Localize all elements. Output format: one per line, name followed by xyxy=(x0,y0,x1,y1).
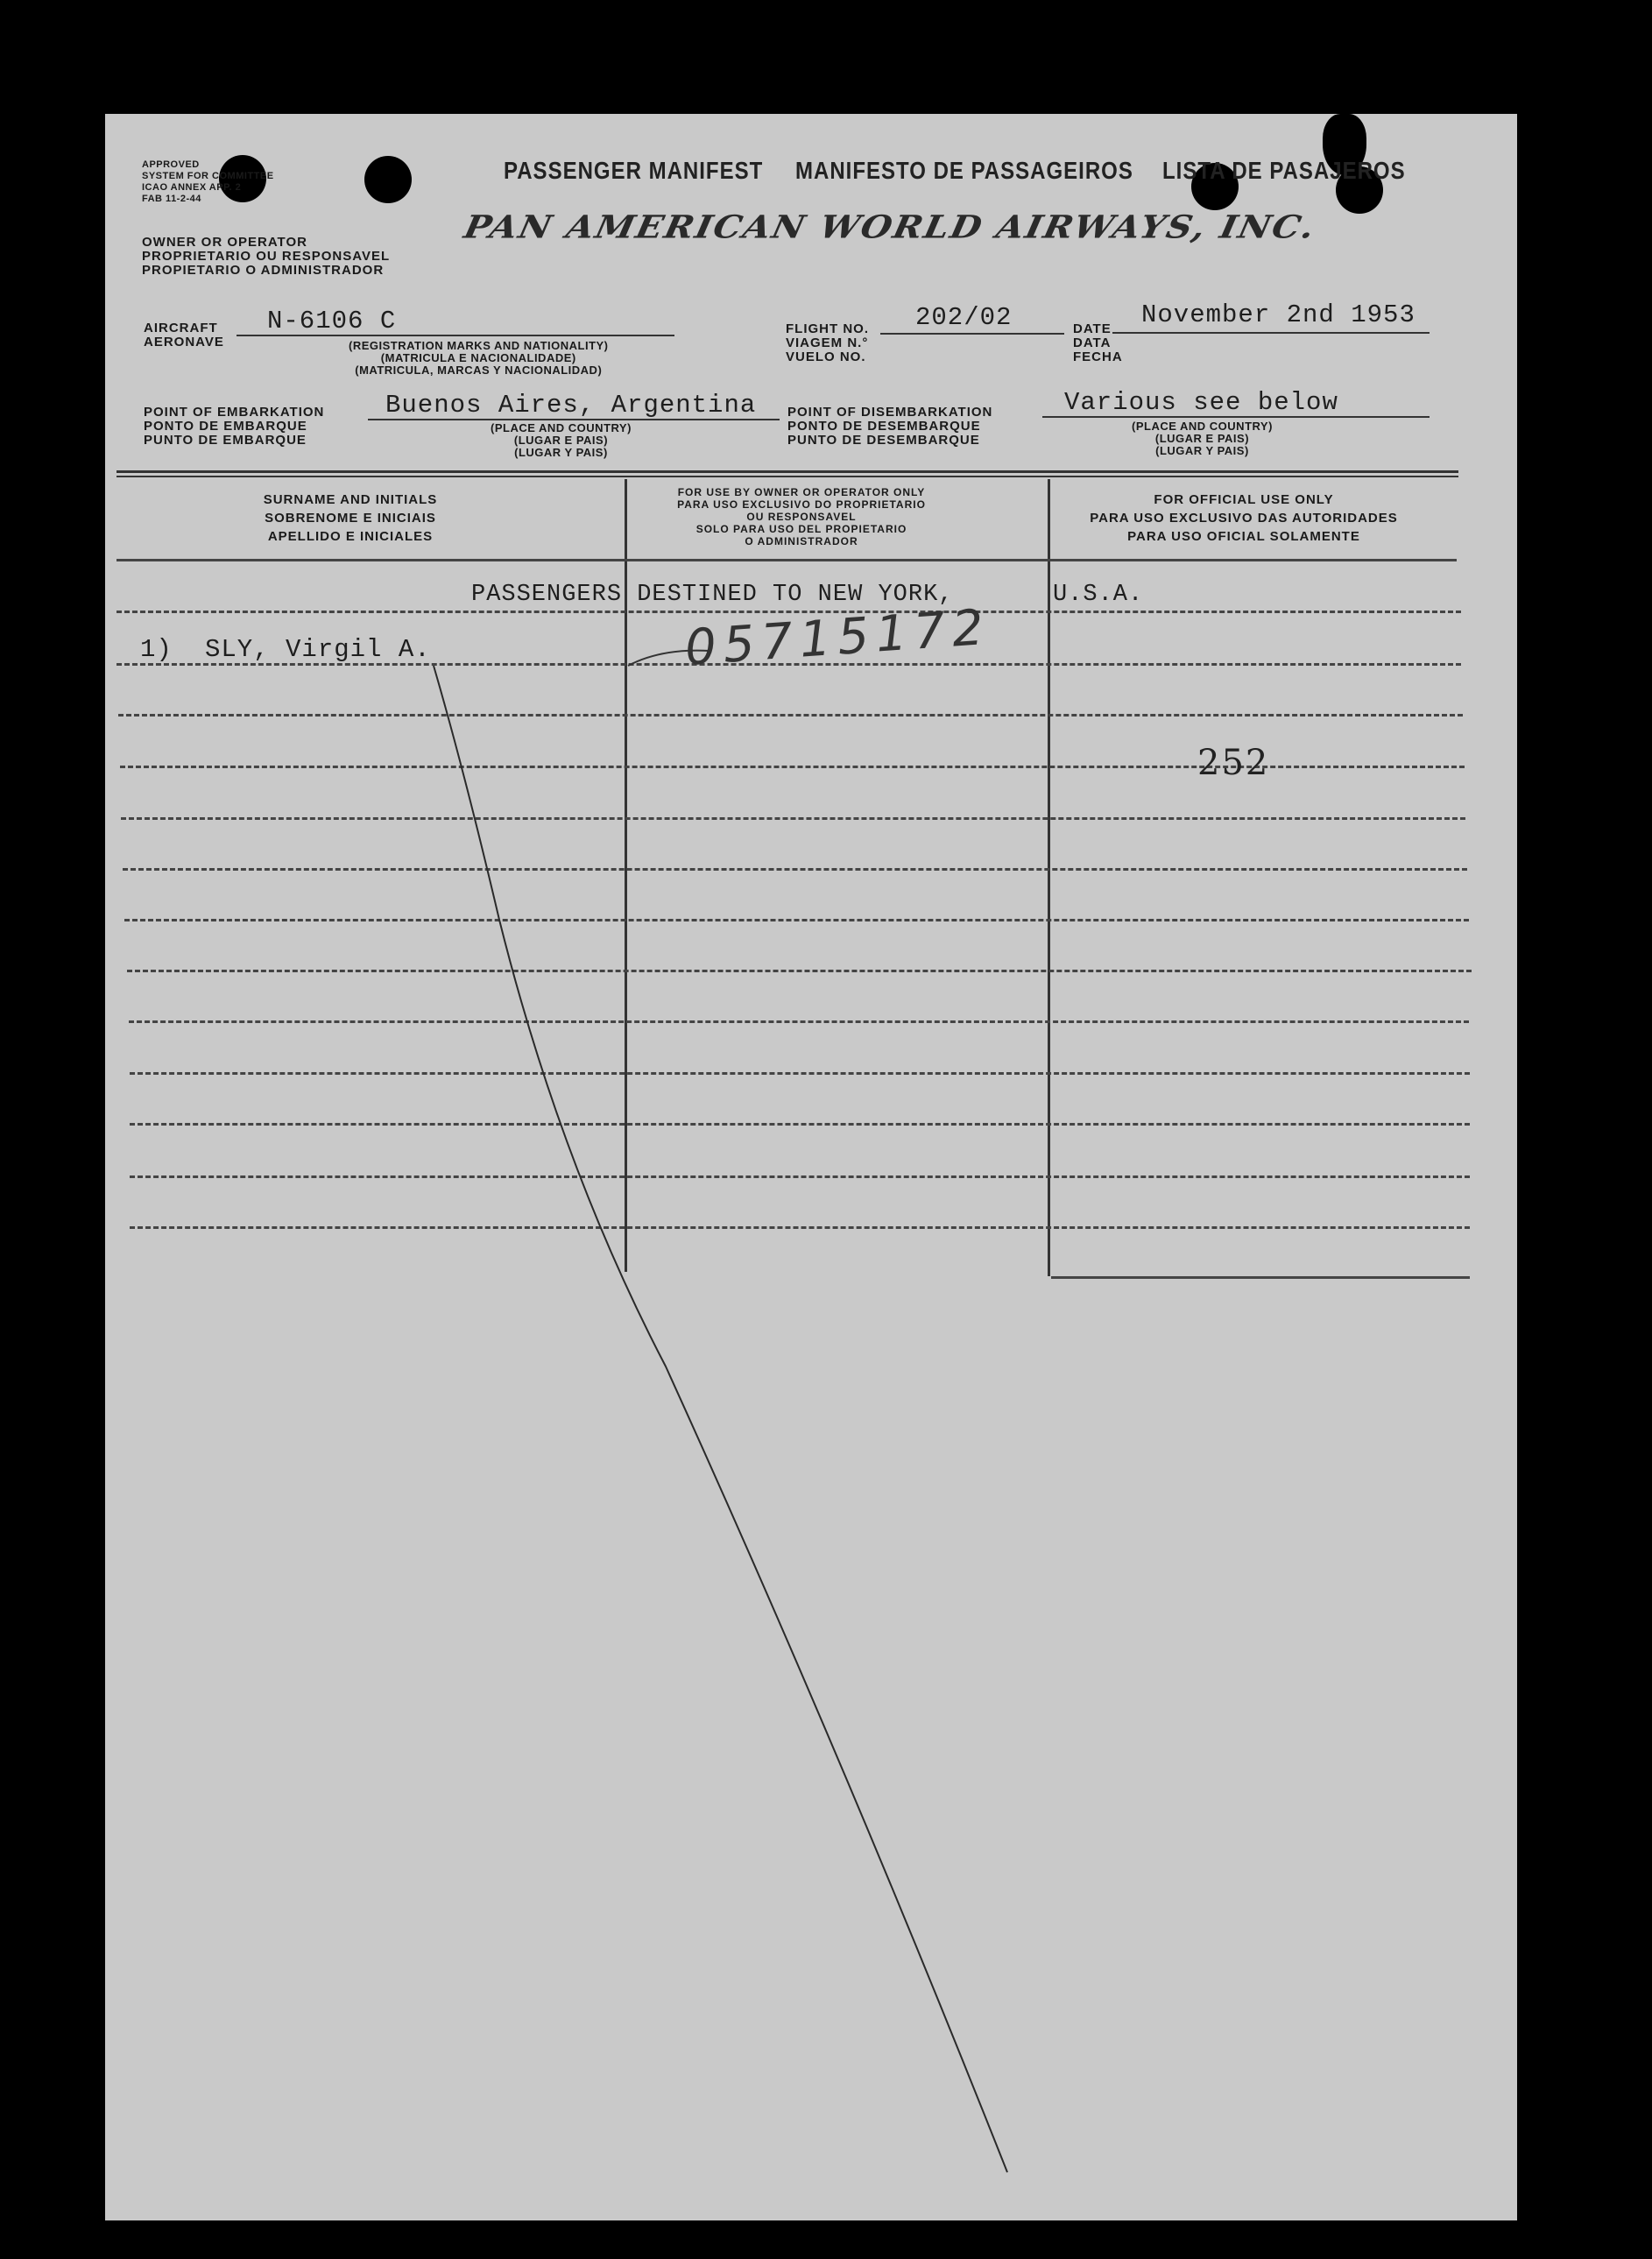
owner-label-es: PROPIETARIO O ADMINISTRADOR xyxy=(142,263,385,278)
embarkation-label-en: POINT OF EMBARKATION xyxy=(144,405,325,420)
disembarkation-label-es: PUNTO DE DESEMBARQUE xyxy=(787,433,980,448)
embarkation-label-pt: PONTO DE EMBARQUE xyxy=(144,419,307,434)
aircraft-note: (MATRICULA, MARCAS Y NACIONALIDAD) xyxy=(355,364,603,377)
column-header-line: FOR OFFICIAL USE ONLY xyxy=(1154,492,1334,507)
passenger-name: SLY, Virgil A. xyxy=(205,635,431,664)
column-header-line: O ADMINISTRADOR xyxy=(745,535,858,547)
date-label-en: DATE xyxy=(1073,321,1112,336)
embarkation-note: (PLACE AND COUNTRY) xyxy=(491,421,632,434)
owner-label-en: OWNER OR OPERATOR xyxy=(142,235,307,250)
stamp-number: 252 xyxy=(1197,743,1270,783)
flight-label-en: FLIGHT NO. xyxy=(786,321,869,336)
approval-line: SYSTEM FOR COMMITTEE xyxy=(142,171,274,181)
column-header-line: SOLO PARA USO DEL PROPIETARIO xyxy=(695,523,907,535)
column-header-line: OU RESPONSAVEL xyxy=(746,511,857,523)
embarkation-note: (LUGAR Y PAIS) xyxy=(514,446,608,459)
date-label-es: FECHA xyxy=(1073,349,1123,364)
date-value: November 2nd 1953 xyxy=(1141,300,1415,329)
disembarkation-label-en: POINT OF DISEMBARKATION xyxy=(787,405,993,420)
disembarkation-note: (PLACE AND COUNTRY) xyxy=(1132,420,1273,433)
embarkation-label-es: PUNTO DE EMBARQUE xyxy=(144,433,307,448)
destination-text: PASSENGERS DESTINED TO NEW YORK, xyxy=(471,582,954,608)
date-label-pt: DATA xyxy=(1073,335,1112,350)
column-header-line: PARA USO EXCLUSIVO DAS AUTORIDADES xyxy=(1090,511,1398,526)
embarkation-value: Buenos Aires, Argentina xyxy=(385,391,757,420)
approval-line: FAB 11-2-44 xyxy=(142,194,201,204)
title-spanish: LISTA DE PASAJEROS xyxy=(1162,158,1406,186)
destination-country: U.S.A. xyxy=(1053,582,1144,608)
flight-label-pt: VIAGEM N.° xyxy=(786,335,869,350)
company-name: PAN AMERICAN WORLD AIRWAYS, INC. xyxy=(461,208,1320,246)
owner-label-pt: PROPRIETARIO OU RESPONSAVEL xyxy=(142,249,391,264)
approval-line: ICAO ANNEX APP. 2 xyxy=(142,182,242,193)
flight-value: 202/02 xyxy=(915,303,1013,332)
disembarkation-note: (LUGAR E PAIS) xyxy=(1154,432,1250,445)
approval-line: APPROVED xyxy=(142,159,200,170)
aircraft-note: (REGISTRATION MARKS AND NATIONALITY) xyxy=(349,339,609,352)
flight-label-es: VUELO NO. xyxy=(786,349,866,364)
disembarkation-note: (LUGAR Y PAIS) xyxy=(1155,444,1249,457)
aircraft-note: (MATRICULA E NACIONALIDADE) xyxy=(380,351,576,364)
column-header-line: PARA USO OFICIAL SOLAMENTE xyxy=(1127,529,1360,544)
aircraft-value: N-6106 C xyxy=(267,307,397,335)
column-header-line: PARA USO EXCLUSIVO DO PROPRIETARIO xyxy=(677,498,926,511)
aircraft-label-en: AIRCRAFT xyxy=(144,321,218,335)
passenger-number: 1) xyxy=(140,635,173,664)
title-portuguese: MANIFESTO DE PASSAGEIROS xyxy=(795,158,1133,186)
title-english: PASSENGER MANIFEST xyxy=(504,158,764,186)
column-header-line: APELLIDO E INICIALES xyxy=(267,529,434,544)
handwritten-code: 05715172 xyxy=(683,598,992,677)
embarkation-note: (LUGAR E PAIS) xyxy=(513,434,609,447)
column-header-line: SURNAME AND INITIALS xyxy=(263,492,438,507)
disembarkation-label-pt: PONTO DE DESEMBARQUE xyxy=(787,419,981,434)
disembarkation-value: Various see below xyxy=(1064,388,1338,417)
aircraft-label-pt: AERONAVE xyxy=(144,335,224,349)
column-header-line: FOR USE BY OWNER OR OPERATOR ONLY xyxy=(677,486,926,498)
column-header-line: SOBRENOME E INICIAIS xyxy=(265,511,436,526)
